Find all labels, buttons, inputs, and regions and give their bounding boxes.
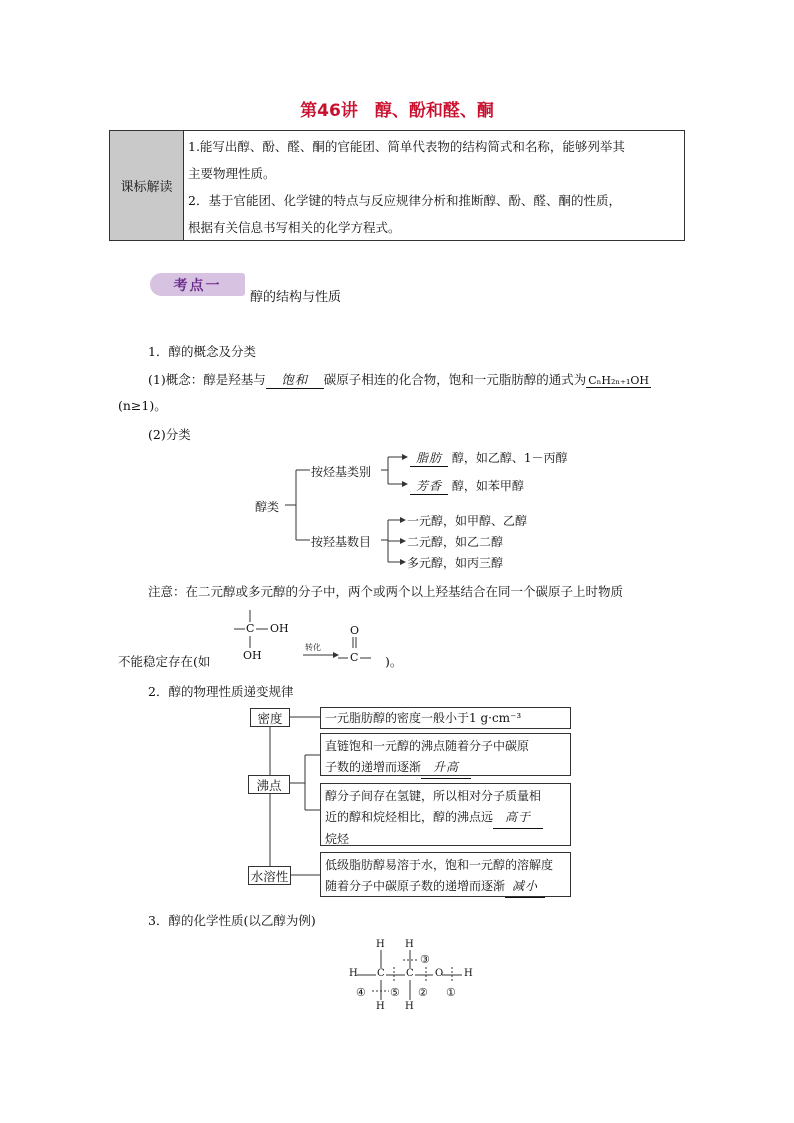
page-title: 第46讲 醇、酚和醛、酮 — [300, 101, 494, 121]
blank-higher: 高于 — [493, 807, 543, 829]
tree-branch-hydrocarbyl: 按烃基类别 — [311, 465, 372, 479]
curriculum-line-2: 主要物理性质。 — [188, 166, 276, 181]
kaodian-tag: 考点一 — [150, 273, 245, 296]
blank-decrease: 减小 — [505, 876, 545, 898]
kaodian-title: 醇的结构与性质 — [250, 290, 342, 305]
density-box: 一元脂肪醇的密度一般小于1 g·cm⁻³ — [320, 707, 571, 729]
sol-line2-text: 随着分子中碳原子数的递增而逐渐 — [325, 879, 506, 893]
atom-h-top-1: H — [376, 939, 385, 950]
curriculum-line-1: 1.能写出醇、酚、醛、酮的官能团、简单代表物的结构简式和名称，能够列举其 — [188, 139, 625, 154]
bond-label-4: ④ — [356, 986, 366, 999]
section2-heading: 2．醇的物理性质递变规律 — [148, 684, 294, 699]
atom-h-top-2: H — [405, 939, 414, 950]
bp1-line2-text: 子数的递增而逐渐 — [325, 760, 422, 774]
sol-line1: 低级脂肪醇易溶于水，饱和一元醇的溶解度 — [325, 858, 554, 872]
label-solubility: 水溶性 — [248, 866, 291, 885]
blank-aromatic: 芳香 — [410, 477, 448, 495]
tree-item-monohydric: 一元醇，如甲醇、乙醇 — [407, 514, 528, 528]
concept-tail: (n≥1)。 — [118, 398, 167, 413]
concept-text-b: 碳原子相连的化合物，饱和一元脂肪醇的通式为 — [323, 372, 587, 387]
atom-c-2: C — [406, 968, 414, 979]
blank-rise: 升高 — [421, 757, 471, 779]
section3-heading: 3．醇的化学性质(以乙醇为例) — [148, 913, 316, 928]
atom-h-bottom-2: H — [405, 1001, 414, 1012]
section1-heading: 1．醇的概念及分类 — [148, 344, 256, 359]
bp1-line1: 直链饱和一元醇的沸点随着分子中碳原 — [325, 739, 530, 753]
bond-label-5: ⑤ — [390, 986, 400, 999]
struct-oxygen: O — [350, 624, 360, 637]
blank-aliphatic: 脂肪 — [410, 449, 448, 467]
label-boiling-point: 沸点 — [248, 775, 290, 794]
note-line-2b: )。 — [385, 654, 403, 669]
tree-branch-hydroxyl: 按羟基数目 — [311, 535, 372, 549]
struct-carbon: C — [246, 622, 255, 635]
tree-root: 醇类 — [255, 500, 280, 514]
aliphatic-text: 醇，如乙醇、1－丙醇 — [451, 451, 568, 465]
concept-text-a: (1)概念：醇是羟基与 — [148, 372, 266, 387]
atom-h-left: H — [349, 968, 358, 979]
atom-c-1: C — [377, 968, 385, 979]
bp2-line2-text: 近的醇和烷烃相比，醇的沸点远 — [325, 810, 494, 824]
atom-h-right: H — [464, 968, 473, 979]
struct-oh-right: OH — [270, 622, 289, 635]
label-density: 密度 — [250, 708, 290, 727]
note-line-1: 注意：在二元醇或多元醇的分子中，两个或两个以上羟基结合在同一个碳原子上时物质 — [148, 584, 624, 599]
bond-label-1: ① — [446, 986, 456, 999]
tree-item-polyhydric: 多元醇，如丙三醇 — [407, 556, 504, 570]
struct-carbon-2: C — [350, 651, 359, 664]
bond-label-3: ③ — [420, 953, 430, 966]
concept-blank-saturated: 饱和 — [266, 370, 324, 389]
bp2-line1: 醇分子间存在氢键，所以相对分子质量相 — [325, 789, 542, 803]
classify-heading: (2)分类 — [148, 427, 191, 442]
note-line-2a: 不能稳定存在(如 — [118, 654, 211, 669]
bond-label-2: ② — [418, 986, 428, 999]
atom-o: O — [435, 968, 444, 979]
tree-item-dihydric: 二元醇，如乙二醇 — [407, 535, 504, 549]
bp2-line3: 烷烃 — [325, 832, 350, 846]
struct-arrow-label: 转化 — [305, 643, 321, 652]
struct-oh-bottom: OH — [243, 649, 262, 662]
curriculum-line-3: 2．基于官能团、化学键的特点与反应规律分析和推断醇、酚、醛、酮的性质， — [188, 193, 621, 208]
concept-formula: CₙH₂ₙ₊₁OH — [588, 374, 649, 387]
aromatic-text: 醇，如苯甲醇 — [451, 479, 524, 493]
curriculum-line-4: 根据有关信息书写相关的化学方程式。 — [188, 220, 401, 235]
curriculum-label: 课标解读 — [110, 131, 184, 240]
atom-h-bottom-1: H — [376, 1001, 385, 1012]
